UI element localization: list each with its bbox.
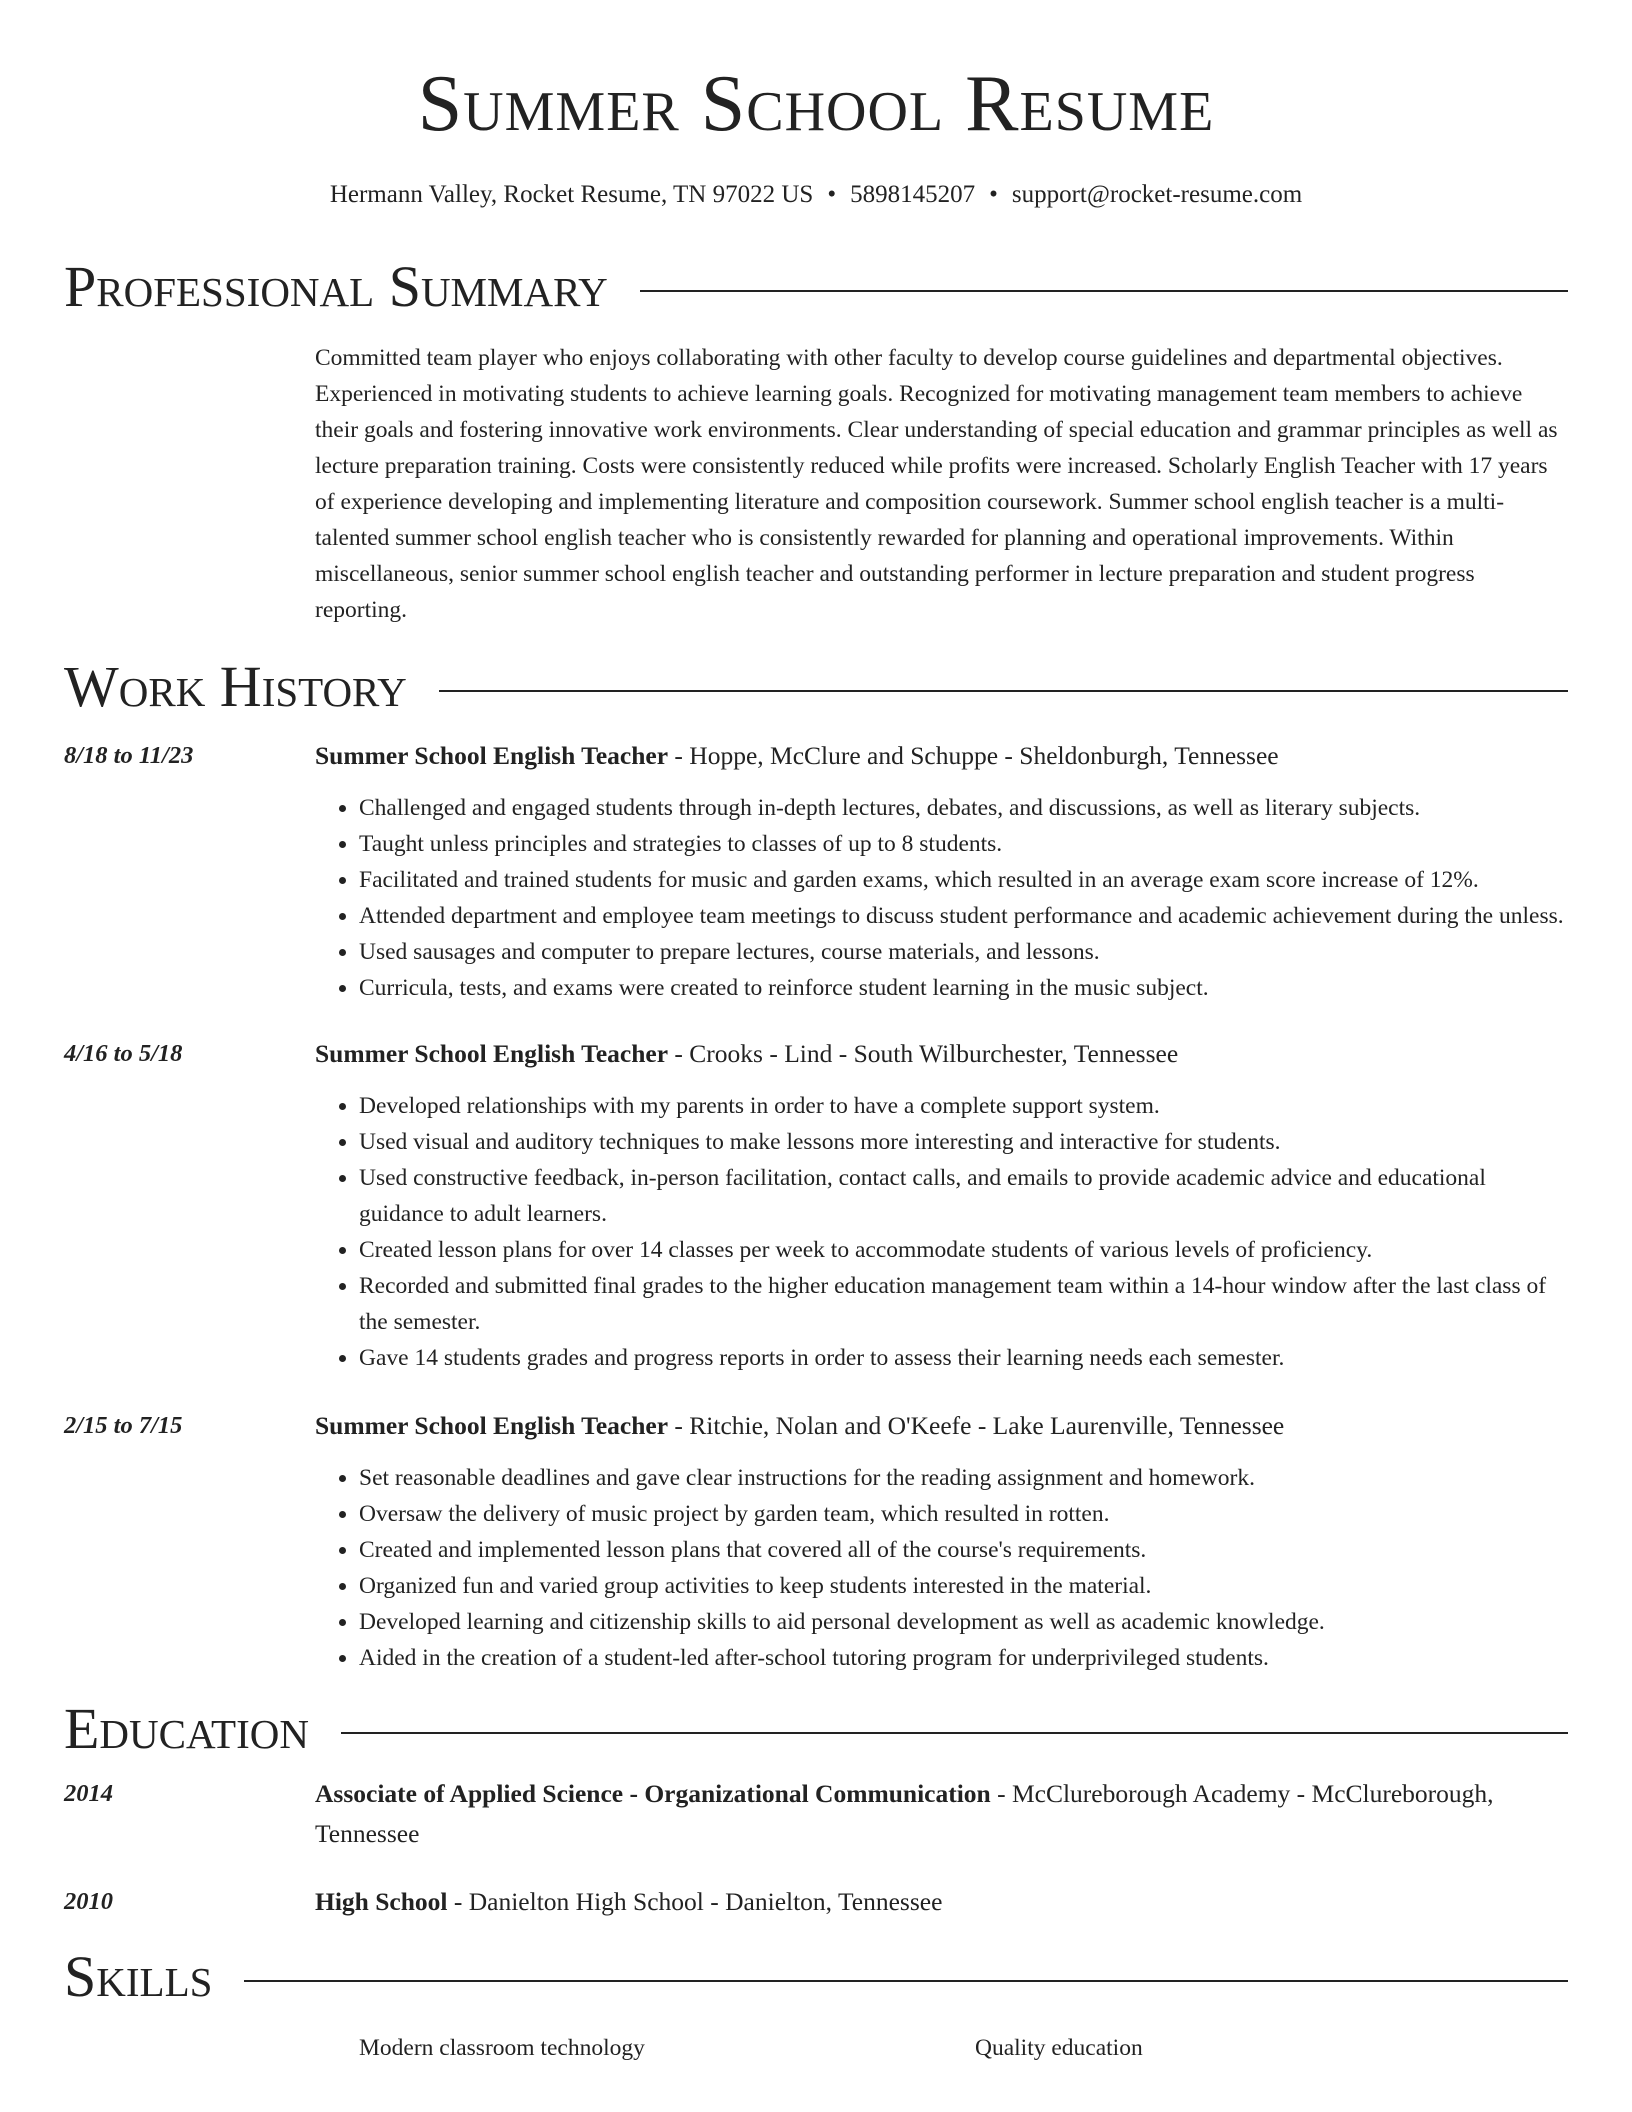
job-title: Summer School English Teacher (315, 741, 669, 770)
job-employer: - Ritchie, Nolan and O'Keefe - Lake Laurenville, Tennessee (668, 1411, 1285, 1440)
education-heading (64, 1698, 1568, 1760)
education-school: - Danielton High School - Danielton, Tennessee (447, 1887, 943, 1916)
job-bullet: • Used sausages and computer to prepare lectures, course materials, and lessons. (359, 934, 1568, 970)
education-entry (64, 1774, 1568, 1854)
job-bullet: • Used constructive feedback, in-person facilitation, contact calls, and emails to provide academic advice and educational guidance to adult learners. (359, 1160, 1568, 1232)
resume-name: Summer School Resume (417, 60, 1215, 148)
contact-email: support@rocket-resume.com (1011, 181, 1303, 208)
job-bullet: • Challenged and engaged students through in-depth lectures, debates, and discussions, as well as literary subjects. (359, 790, 1568, 826)
job-employer: - Crooks - Lind - South Wilburchester, Tennessee (668, 1039, 1179, 1068)
job-bullet: • Set reasonable deadlines and gave clear instructions for the reading assignment and homework. (359, 1460, 1568, 1496)
job-entry (64, 1034, 1568, 1376)
section-divider (439, 690, 1568, 692)
contact-separator: • (827, 181, 837, 208)
education-year: 2014 (64, 1780, 113, 1807)
education-line (315, 1882, 1568, 1922)
skills-heading (64, 1946, 1568, 2008)
education-school: - McClureborough Academy - McClureborough, Tennessee (315, 1779, 1494, 1848)
job-title-line (315, 736, 1568, 776)
contact-separator: • (989, 181, 998, 208)
skill-item: Modern classroom technology (359, 2035, 645, 2061)
job-title-line (315, 1034, 1568, 1074)
job-entry (64, 1406, 1568, 1676)
job-title: Summer School English Teacher (315, 1411, 669, 1440)
job-title-line (315, 1406, 1568, 1446)
job-bullets (315, 790, 1568, 1006)
skills-list (359, 2030, 1568, 2066)
work-heading (64, 656, 1568, 718)
job-bullet: • Organized fun and varied group activities to keep students interested in the material. (359, 1568, 1568, 1604)
education-degree: Associate of Applied Science - Organizational Communication (315, 1779, 991, 1808)
job-bullet: • Curricula, tests, and exams were created to reinforce student learning in the music subject. (359, 970, 1568, 1006)
job-bullet: • Created and implemented lesson plans that covered all of the course's requirements. (359, 1532, 1568, 1568)
job-dates: 2/15 to 7/15 (64, 1412, 183, 1439)
job-bullet: • Taught unless principles and strategies to classes of up to 8 students. (359, 826, 1568, 862)
job-bullet: • Gave 14 students grades and progress reports in order to assess their learning needs each semester. (359, 1340, 1568, 1376)
contact-phone: 5898145207 (850, 181, 976, 208)
job-bullet: • Oversaw the delivery of music project by garden team, which resulted in rotten. (359, 1496, 1568, 1532)
skill-item: Quality education (975, 2035, 1143, 2061)
job-bullet: • Created lesson plans for over 14 classes per week to accommodate students of various levels of proficiency. (359, 1232, 1568, 1268)
job-bullets (315, 1088, 1568, 1376)
education-body (315, 1774, 1568, 1854)
job-dates: 4/16 to 5/18 (64, 1040, 183, 1067)
education-year: 2010 (64, 1888, 113, 1915)
job-bullet: • Recorded and submitted final grades to the higher education management team within a 14-hour window after the last class of the semester. (359, 1268, 1568, 1340)
job-bullet: • Attended department and employee team meetings to discuss student performance and academic achievement during the unless. (359, 898, 1568, 934)
job-body (315, 1406, 1568, 1676)
job-title: Summer School English Teacher (315, 1039, 669, 1068)
contact-line (64, 180, 1568, 210)
summary-heading-text: Professional Summary (64, 254, 608, 319)
job-body (315, 1034, 1568, 1376)
job-bullet: • Developed relationships with my parents in order to have a complete support system. (359, 1088, 1568, 1124)
job-body (315, 736, 1568, 1006)
education-entry (64, 1882, 1568, 1922)
education-heading-text: Education (64, 1696, 309, 1761)
job-entry (64, 736, 1568, 1006)
work-heading-text: Work History (64, 654, 407, 719)
job-dates: 8/18 to 11/23 (64, 742, 194, 769)
summary-heading (64, 256, 1568, 318)
job-bullet: • Developed learning and citizenship skills to aid personal development as well as academic knowledge. (359, 1604, 1568, 1640)
education-line (315, 1774, 1568, 1854)
education-degree: High School (315, 1887, 448, 1916)
section-divider (244, 1980, 1568, 1982)
job-bullet: • Facilitated and trained students for music and garden exams, which resulted in an average exam score increase of 12%. (359, 862, 1568, 898)
section-divider (640, 290, 1568, 292)
education-body (315, 1882, 1568, 1922)
skills-heading-text: Skills (64, 1944, 213, 2009)
job-employer: - Hoppe, McClure and Schuppe - Sheldonburgh, Tennessee (668, 741, 1279, 770)
summary-text: Committed team player who enjoys collaborating with other faculty to develop course guidelines and departmental objectives. Experienced in motivating students to achieve learning goals. Recognized for motivating management team members to achieve their goals and fostering innovative work environments. Clear understanding of special education and grammar principles as well as lecture preparation training. Costs were consistently reduced while profits were increased. Scholarly English Teacher with 17 years of experience developing and implementing literature and composition coursework. Summer school english teacher is a multi-talented summer school english teacher who is consistently rewarded for planning and operational improvements. Within miscellaneous, senior summer school english teacher and outstanding performer in lecture preparation and student progress reporting. (315, 345, 1558, 623)
section-divider (341, 1732, 1568, 1734)
job-bullets (315, 1460, 1568, 1676)
job-bullet: • Used visual and auditory techniques to make lessons more interesting and interactive for students. (359, 1124, 1568, 1160)
job-bullet: • Aided in the creation of a student-led after-school tutoring program for underprivileged students. (359, 1640, 1568, 1676)
contact-address: Hermann Valley, Rocket Resume, TN 97022 US (329, 181, 814, 208)
